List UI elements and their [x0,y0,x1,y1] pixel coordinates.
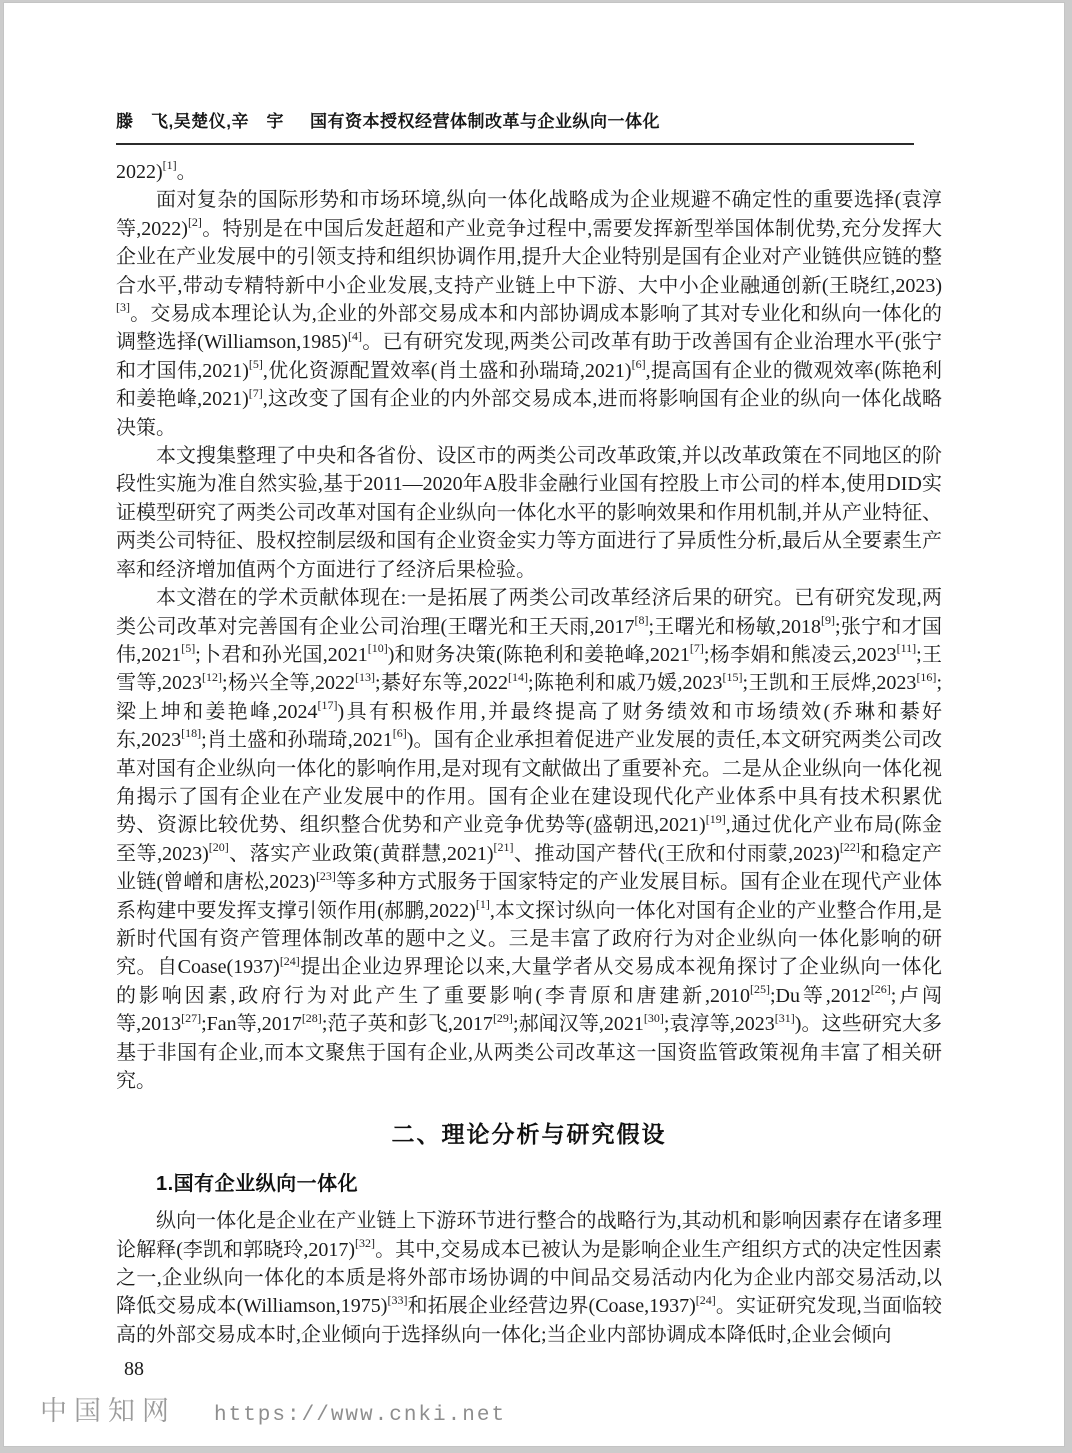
citation-ref: [23] [315,868,336,883]
header-rule [116,143,914,145]
citation-ref: [28] [301,1010,322,1025]
citation-ref: [19] [705,811,726,826]
citation-ref: [20] [208,840,229,855]
citation-ref: [14] [507,669,528,684]
citation-ref: [1] [162,158,177,173]
citation-ref: [3] [116,300,130,315]
body-paragraph: 面对复杂的国际形势和市场环境,纵向一体化战略成为企业规避不确定性的重要选择(袁淳等,2022)[2]。特别是在中国后发赶超和产业竞争过程中,需要发挥新型举国体制优势,充分发挥大企业在产业发展中的引领支持和组织协调作用,提升大企业特别是国有企业对产业链供应链的整合水平,带动专精特新中小企业发展,支持产业链上中下游、大中小企业融通创新(王晓红,2023)[3]。交易成本理论认为,企业的外部交易成本和内部协调成本影响了其对专业化和纵向一体化的调整选择(Williamson,1985)[4]。已有研究发现,两类公司改革有助于改善国有企业治理水平(张宁和才国伟,2021)[5],优化资源配置效率(肖土盛和孙瑞琦,2021)[6],提高国有企业的微观效率(陈艳利和姜艳峰,2021)[7],这改变了国有企业的内外部交易成本,进而将影响国有企业的纵向一体化战略决策。 [116,189,943,439]
citation-ref: [22] [839,840,860,855]
citation-ref: [8] [634,612,649,627]
citation-ref: [21] [493,840,514,855]
running-head-authors: 滕 飞,吴楚仪,辛 宇 [116,112,284,131]
citation-ref: [6] [631,357,646,372]
article-body [116,158,942,1349]
citation-ref: [5] [181,641,196,656]
citation-ref: [27] [181,1010,202,1025]
subsection-heading: 1.国有企业纵向一体化 [156,1172,359,1195]
citation-ref: [31] [774,1010,795,1025]
body-paragraph: 本文搜集整理了中央和各省份、设区市的两类公司改革政策,并以改革政策在不同地区的阶段性实施为准自然实验,基于2011—2020年A股非金融行业国有控股上市公司的样本,使用DID实证模型研究了两类公司改革对国有企业纵向一体化水平的影响效果和作用机制,并从产业特征、两类公司特征、股权控制层级和国有企业资金实力等方面进行了异质性分析,最后从全要素生产率和经济增加值两个方面进行了经济后果检验。 [116,445,942,581]
cnki-watermark [40,1389,506,1428]
running-head-title: 国有资本授权经营体制改革与企业纵向一体化 [309,112,660,131]
citation-ref: [33] [387,1292,408,1307]
page-number: 88 [124,1358,144,1381]
citation-ref: [15] [722,669,743,684]
citation-ref: [32] [355,1235,376,1250]
body-paragraph: 纵向一体化是企业在产业链上下游环节进行整合的战略行为,其动机和影响因素存在诸多理论解释(李凯和郭晓玲,2017)[32]。其中,交易成本已被认为是影响企业生产组织方式的决定性因素之一,企业纵向一体化的本质是将外部市场协调的中间品交易活动内化为企业内部交易活动,以降低交易成本(Williamson,1975)[33]和拓展企业经营边界(Coase,1937)[24]。实证研究发现,当面临较高的外部交易成本时,企业倾向于选择纵向一体化;当企业内部协调成本降低时,企业会倾向 [116,1210,943,1346]
citation-ref: [24] [695,1292,716,1307]
paragraph-continuation: 2022)[1]。 [116,158,197,183]
citation-ref: [7] [689,641,704,656]
cnki-brand: 中国知网 [40,1396,176,1426]
page-content [116,107,942,1381]
section-heading: 二、理论分析与研究假设 [391,1121,667,1148]
cnki-url: https://www.cnki.net [214,1404,507,1427]
citation-ref: [5] [248,357,263,372]
running-head [116,107,942,132]
citation-ref: [4] [347,328,362,343]
citation-ref: [9] [821,612,836,627]
citation-ref: [25] [749,982,770,997]
paper-page [3,2,1065,1447]
citation-ref: [11] [896,641,917,656]
citation-ref: [30] [643,1010,664,1025]
citation-ref: [6] [392,726,407,741]
citation-ref: [1] [475,896,490,911]
citation-ref: [12] [201,669,222,684]
citation-ref: [10] [367,641,388,656]
citation-ref: [13] [354,669,375,684]
citation-ref: [2] [187,215,202,230]
body-paragraph: 本文潜在的学术贡献体现在:一是拓展了两类公司改革经济后果的研究。已有研究发现,两类公司改革对完善国有企业公司治理(王曙光和王天雨,2017[8];王曙光和杨敏,2018[9];张宁和才国伟,2021[5];卜君和孙光国,2021[10])和财务决策(陈艳利和姜艳峰,2021[7];杨李娟和熊凌云,2023[11];王雪等,2023[12];杨兴全等,2022[13];綦好东等,2022[14];陈艳利和戚乃媛,2023[15];王凯和王辰烨,2023[16];梁上坤和姜艳峰,2024[17])具有积极作用,并最终提高了财务绩效和市场绩效(乔琳和綦好东,2023[18];肖土盛和孙瑞琦,2021[6])。国有企业承担着促进产业发展的责任,本文研究两类公司改革对国有企业纵向一体化的影响作用,是对现有文献做出了重要补充。二是从企业纵向一体化视角揭示了国有企业在产业发展中的作用。国有企业在建设现代化产业体系中具有技术积累优势、资源比较优势、组织整合优势和产业竞争优势等(盛朝迅,2021)[19],通过优化产业布局(陈金至等,2023)[20]、落实产业政策(黄群慧,2021)[21]、推动国产替代(王欣和付雨蒙,2023)[22]和稳定产业链(曾嶒和唐松,2023)[23]等多种方式服务于国家特定的产业发展目标。国有企业在现代产业体系构建中要发挥支撑引领作用(郝鹏,2022)[1],本文探讨纵向一体化对国有企业的产业整合作用,是新时代国有资产管理体制改革的题中之义。三是丰富了政府行为对企业纵向一体化影响的研究。自Coase(1937)[24]提出企业边界理论以来,大量学者从交易成本视角探讨了企业纵向一体化的影响因素,政府行为对此产生了重要影响(李青原和唐建新,2010[25];Du等,2012[26];卢闯等,2013[27];Fan等,2017[28];范子英和彭飞,2017[29];郝闻汉等,2021[30];袁淳等,2023[31])。这些研究大多基于非国有企业,而本文聚焦于国有企业,从两类公司改革这一国资监管政策视角丰富了相关研究。 [116,587,943,1092]
citation-ref: [7] [248,385,263,400]
citation-ref: [26] [870,982,891,997]
citation-ref: [18] [181,726,202,741]
citation-ref: [16] [916,669,937,684]
citation-ref: [17] [317,698,338,713]
citation-ref: [29] [492,1010,513,1025]
citation-ref: [24] [279,953,300,968]
